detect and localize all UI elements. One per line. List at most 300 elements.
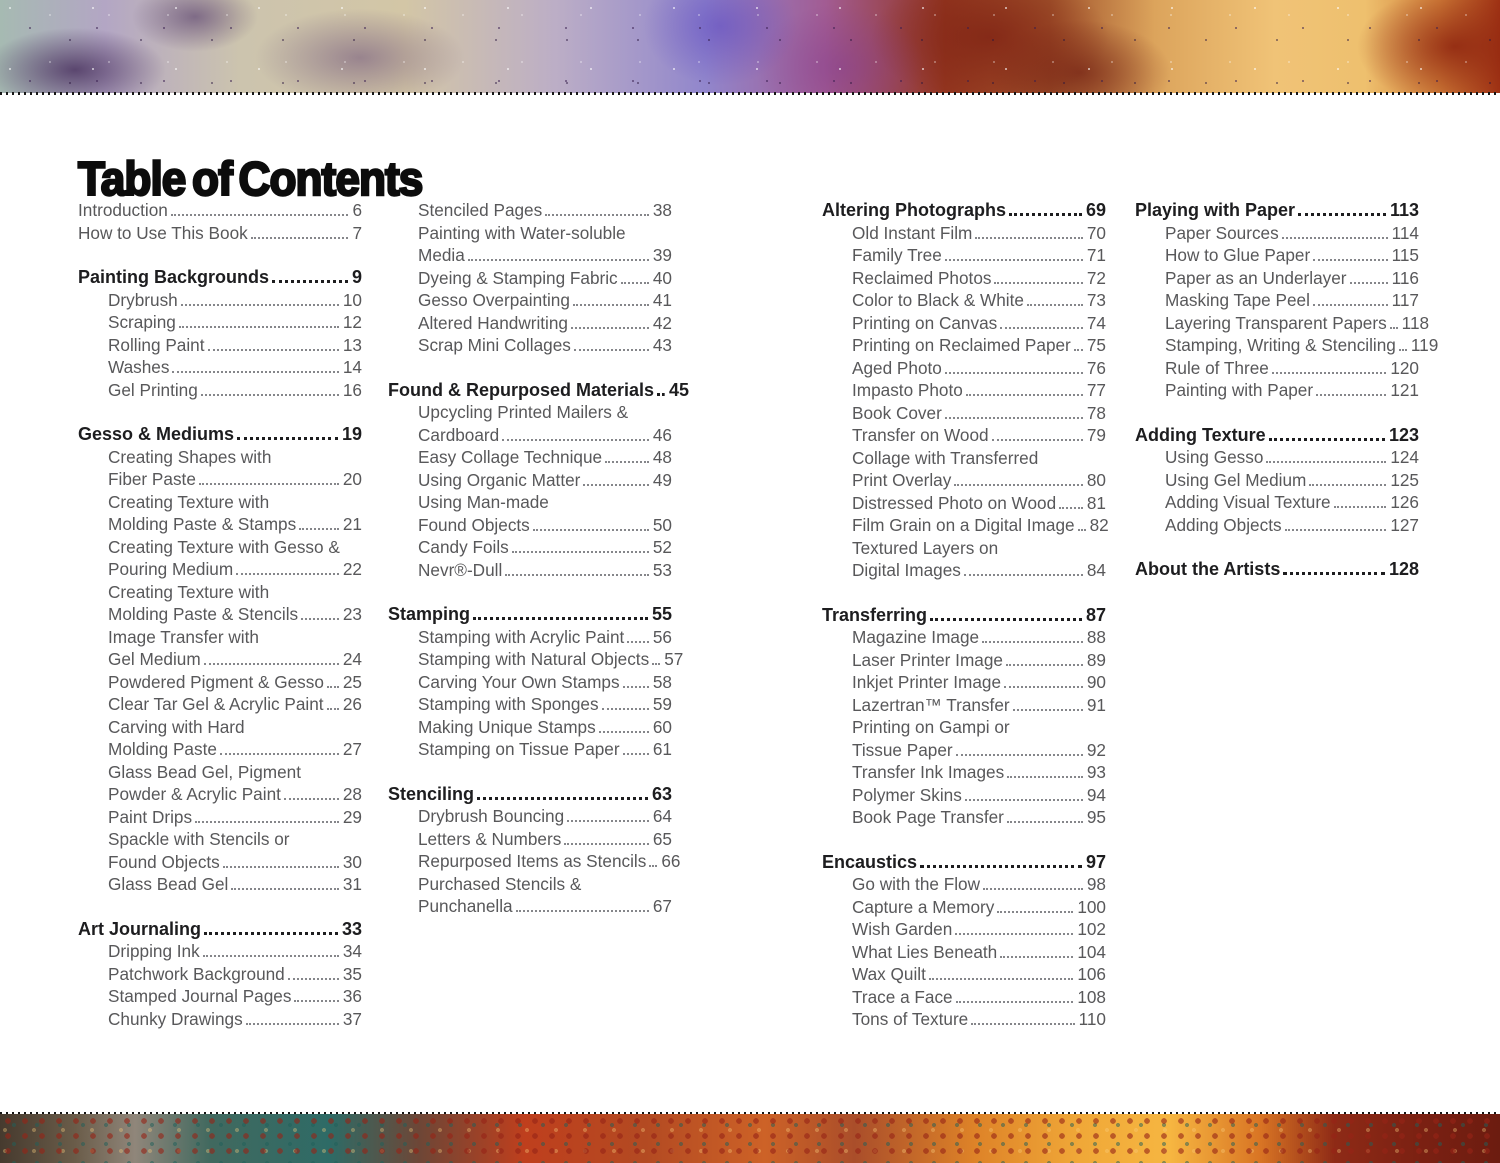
toc-entry bbox=[388, 738, 672, 761]
toc-entry-page: 90 bbox=[1086, 672, 1106, 692]
toc-entry bbox=[78, 940, 362, 963]
toc-entry-label: Stenciled Pages bbox=[418, 200, 543, 220]
toc-entry-page: 114 bbox=[1391, 222, 1419, 243]
toc-entry bbox=[1135, 469, 1419, 492]
toc-entry bbox=[822, 492, 1106, 515]
toc-entry-label: Stamping on Tissue Paper bbox=[418, 739, 620, 759]
toc-entry bbox=[822, 514, 1109, 537]
toc-entry bbox=[78, 446, 362, 469]
toc-section-header-label: Transferring bbox=[822, 604, 928, 625]
toc-section-header-page: 69 bbox=[1085, 200, 1106, 220]
dot-leader bbox=[599, 731, 649, 733]
toc-item-list bbox=[1135, 446, 1419, 536]
dot-leader bbox=[545, 214, 649, 216]
toc-entry bbox=[78, 356, 362, 379]
toc-item-list bbox=[78, 940, 362, 1030]
toc-entry-label: Gel Printing bbox=[108, 379, 198, 400]
toc-entry-page: 6 bbox=[352, 200, 362, 220]
toc-entry-page: 37 bbox=[342, 1008, 362, 1029]
toc-item-list bbox=[822, 222, 1109, 582]
toc-entry-page: 41 bbox=[652, 290, 672, 310]
toc-entry-label: Glass Bead Gel bbox=[108, 874, 229, 894]
dot-leader bbox=[179, 326, 339, 328]
toc-section bbox=[822, 851, 1106, 1031]
dot-leader bbox=[623, 753, 649, 755]
toc-entry bbox=[1135, 289, 1419, 312]
toc-entry bbox=[388, 648, 684, 671]
dot-leader bbox=[172, 371, 338, 373]
toc-entry bbox=[388, 312, 672, 335]
toc-section-header-page: 87 bbox=[1085, 604, 1106, 625]
toc-entry-label: Aged Photo bbox=[852, 357, 942, 378]
dot-leader bbox=[1313, 259, 1387, 261]
toc-section-header-page: 113 bbox=[1389, 200, 1419, 220]
toc-section bbox=[822, 199, 1109, 582]
dot-leader bbox=[621, 282, 649, 284]
dot-leader bbox=[251, 237, 349, 239]
toc-entry-page: 36 bbox=[342, 986, 362, 1006]
toc-section bbox=[78, 266, 362, 401]
toc-entry-page: 67 bbox=[652, 896, 672, 916]
toc-entry bbox=[388, 244, 672, 267]
dot-leader bbox=[945, 417, 1083, 419]
toc-entry-label: Spackle with Stencils or bbox=[108, 829, 290, 849]
toc-section-header bbox=[1135, 199, 1419, 222]
dot-leader bbox=[1399, 349, 1407, 351]
toc-entry-label: Printing on Canvas bbox=[852, 312, 998, 333]
toc-entry bbox=[78, 311, 362, 334]
dot-leader bbox=[1009, 213, 1082, 216]
toc-section bbox=[1135, 199, 1439, 402]
dot-leader bbox=[477, 797, 648, 800]
toc-item-list bbox=[388, 626, 684, 761]
toc-entry-page: 52 bbox=[652, 537, 672, 557]
dot-leader bbox=[971, 1023, 1074, 1025]
toc-entry-label: Carving with Hard bbox=[108, 716, 245, 737]
toc-entry-label: How to Use This Book bbox=[78, 222, 248, 243]
toc-entry-label: Rule of Three bbox=[1165, 357, 1269, 378]
toc-entry bbox=[388, 805, 672, 828]
toc-column bbox=[1135, 199, 1439, 581]
toc-entry bbox=[78, 581, 362, 604]
toc-entry-label: Printing on Reclaimed Paper bbox=[852, 335, 1071, 355]
toc-entry-page: 116 bbox=[1391, 267, 1419, 288]
toc-entry-label: Easy Collage Technique bbox=[418, 447, 603, 467]
dot-leader bbox=[1266, 461, 1386, 463]
toc-entry-label: Media bbox=[418, 245, 465, 265]
toc-entry bbox=[822, 986, 1106, 1009]
toc-entry-label: Collage with Transferred bbox=[852, 447, 1039, 468]
toc-entry bbox=[78, 1008, 362, 1031]
dot-leader bbox=[203, 955, 339, 957]
toc-entry-page: 34 bbox=[342, 941, 362, 961]
toc-entry-label: Using Organic Matter bbox=[418, 469, 581, 490]
toc-entry-label: Punchanella bbox=[418, 896, 513, 916]
dot-leader bbox=[964, 574, 1083, 576]
toc-entry-label: Family Tree bbox=[852, 245, 942, 265]
toc-entry-page: 53 bbox=[652, 559, 672, 580]
toc-entry-label: Clear Tar Gel & Acrylic Paint bbox=[108, 694, 324, 714]
toc-entry bbox=[822, 963, 1106, 986]
dot-leader bbox=[516, 910, 649, 912]
toc-entry-page: 98 bbox=[1086, 874, 1106, 894]
toc-entry bbox=[78, 828, 362, 851]
dot-leader bbox=[983, 888, 1083, 890]
toc-section bbox=[388, 379, 690, 582]
toc-entry bbox=[388, 334, 672, 357]
toc-entry bbox=[1135, 379, 1419, 402]
toc-entry bbox=[78, 468, 362, 491]
toc-entry bbox=[822, 244, 1106, 267]
toc-section-header-label: Found & Repurposed Materials bbox=[388, 379, 655, 400]
toc-entry bbox=[1135, 267, 1419, 290]
toc-section-header-page: 128 bbox=[1388, 559, 1419, 579]
decorative-art-header bbox=[0, 0, 1500, 93]
toc-section bbox=[822, 604, 1106, 829]
toc-entry-page: 91 bbox=[1086, 694, 1106, 715]
toc-entry bbox=[78, 199, 362, 222]
toc-entry bbox=[78, 806, 362, 829]
toc-entry-label: Powder & Acrylic Paint bbox=[108, 784, 281, 804]
toc-entry-page: 75 bbox=[1086, 335, 1106, 355]
toc-entry bbox=[822, 649, 1106, 672]
toc-entry-page: 42 bbox=[652, 312, 672, 333]
toc-item-list bbox=[78, 289, 362, 402]
toc-entry-page: 84 bbox=[1086, 560, 1106, 580]
dot-leader bbox=[220, 753, 339, 755]
toc-entry bbox=[1135, 446, 1419, 469]
dot-leader bbox=[505, 574, 649, 576]
toc-entry-label: Film Grain on a Digital Image bbox=[852, 515, 1075, 535]
toc-entry-page: 46 bbox=[652, 424, 672, 445]
toc-entry-page: 126 bbox=[1390, 492, 1419, 512]
page-title: Table of Contents bbox=[78, 152, 423, 206]
toc-entry-page: 124 bbox=[1390, 447, 1419, 467]
toc-entry-page: 57 bbox=[664, 649, 684, 669]
toc-entry-page: 27 bbox=[342, 739, 362, 759]
toc-item-list bbox=[78, 446, 362, 896]
toc-entry bbox=[388, 716, 672, 739]
toc-entry bbox=[388, 828, 672, 851]
toc-entry-label: Washes bbox=[108, 357, 170, 377]
toc-section-header bbox=[388, 379, 690, 402]
toc-entry-page: 104 bbox=[1077, 941, 1106, 962]
dot-leader bbox=[652, 663, 660, 665]
toc-entry-label: Magazine Image bbox=[852, 627, 980, 647]
toc-entry bbox=[388, 693, 672, 716]
toc-entry-label: Adding Visual Texture bbox=[1165, 492, 1331, 512]
dot-leader bbox=[237, 437, 338, 440]
toc-entry bbox=[822, 671, 1106, 694]
toc-entry-label: Stamped Journal Pages bbox=[108, 986, 292, 1006]
dot-leader bbox=[992, 439, 1083, 441]
toc-entry-page: 121 bbox=[1390, 380, 1419, 400]
toc-entry-page: 76 bbox=[1086, 357, 1106, 378]
toc-section-header-page: 63 bbox=[651, 783, 672, 804]
toc-entry-label: Adding Objects bbox=[1165, 514, 1282, 535]
dot-leader bbox=[567, 820, 649, 822]
dot-leader bbox=[571, 327, 649, 329]
toc-entry bbox=[822, 379, 1106, 402]
toc-entry bbox=[78, 671, 362, 694]
dot-leader bbox=[223, 866, 339, 868]
toc-entry bbox=[78, 626, 362, 649]
toc-entry-label: Capture a Memory bbox=[852, 896, 995, 917]
toc-entry-label: Painting with Paper bbox=[1165, 380, 1314, 400]
toc-section-header-label: Stenciling bbox=[388, 783, 475, 804]
toc-section-header-label: Stamping bbox=[388, 604, 471, 624]
toc-entry bbox=[1135, 312, 1430, 335]
dot-leader bbox=[657, 393, 665, 396]
dot-leader bbox=[564, 843, 649, 845]
dot-leader bbox=[1316, 394, 1386, 396]
toc-section-header-page: 45 bbox=[669, 379, 690, 400]
toc-entry-label: Color to Black & White bbox=[852, 290, 1024, 310]
toc-entry-page: 10 bbox=[342, 289, 362, 310]
toc-entry-page: 61 bbox=[652, 739, 672, 759]
toc-section-header-label: Art Journaling bbox=[78, 918, 202, 939]
toc-entry-label: Rolling Paint bbox=[108, 334, 205, 355]
toc-section-header-page: 19 bbox=[341, 424, 362, 444]
toc-entry bbox=[822, 447, 1106, 470]
toc-entry-label: Creating Shapes with bbox=[108, 446, 272, 467]
toc-entry-page: 14 bbox=[342, 357, 362, 377]
dot-leader bbox=[945, 372, 1083, 374]
toc-entry bbox=[1135, 244, 1419, 267]
dot-leader bbox=[994, 282, 1082, 284]
dot-leader bbox=[1309, 484, 1386, 486]
toc-entry-label: Laser Printer Image bbox=[852, 649, 1003, 670]
dot-leader bbox=[299, 528, 339, 530]
toc-entry-label: Making Unique Stamps bbox=[418, 716, 596, 737]
dot-leader bbox=[955, 933, 1073, 935]
dot-leader bbox=[1350, 282, 1388, 284]
dot-leader bbox=[327, 686, 339, 688]
toc-entry-label: Repurposed Items as Stencils bbox=[418, 851, 647, 871]
toc-entry-page: 25 bbox=[342, 671, 362, 692]
dot-leader bbox=[966, 394, 1083, 396]
toc-entry-label: Powdered Pigment & Gesso bbox=[108, 671, 324, 692]
toc-entry-label: Polymer Skins bbox=[852, 784, 962, 805]
toc-entry-page: 100 bbox=[1077, 896, 1106, 917]
toc-section bbox=[78, 918, 362, 1031]
toc-entry-page: 30 bbox=[342, 851, 362, 872]
toc-item-list bbox=[822, 626, 1106, 829]
toc-section-header bbox=[388, 603, 672, 626]
toc-item-list bbox=[388, 805, 681, 918]
toc-entry bbox=[78, 693, 362, 716]
toc-section-header bbox=[78, 423, 362, 446]
toc-column bbox=[78, 199, 362, 1030]
toc-entry-page: 71 bbox=[1086, 245, 1106, 265]
toc-entry bbox=[822, 873, 1106, 896]
toc-entry-label: Stamping with Acrylic Paint bbox=[418, 626, 625, 647]
toc-entry bbox=[822, 896, 1106, 919]
toc-entry bbox=[388, 559, 672, 582]
dot-leader bbox=[468, 259, 649, 261]
toc-entry-label: Drybrush Bouncing bbox=[418, 806, 565, 826]
toc-entry bbox=[78, 963, 362, 986]
toc-entry-page: 106 bbox=[1077, 964, 1106, 984]
decorative-art-footer bbox=[0, 1114, 1500, 1163]
toc-entry bbox=[78, 648, 362, 671]
toc-section bbox=[78, 423, 362, 896]
toc-entry-page: 26 bbox=[342, 694, 362, 714]
toc-entry-label: Painting with Water-soluble bbox=[418, 222, 626, 243]
dot-leader bbox=[1000, 956, 1073, 958]
dot-leader bbox=[583, 484, 648, 486]
toc-entry bbox=[822, 267, 1106, 290]
toc-entry-page: 78 bbox=[1086, 402, 1106, 423]
dot-leader bbox=[199, 483, 339, 485]
toc-entry-page: 21 bbox=[342, 514, 362, 534]
toc-entry bbox=[822, 626, 1106, 649]
toc-entry-label: Fiber Paste bbox=[108, 469, 196, 489]
toc-entry-page: 43 bbox=[652, 335, 672, 355]
toc-entry bbox=[388, 895, 672, 918]
toc-entry bbox=[822, 941, 1106, 964]
toc-entry-page: 95 bbox=[1086, 807, 1106, 827]
toc-entry bbox=[388, 401, 672, 424]
toc-entry bbox=[1135, 222, 1419, 245]
dot-leader bbox=[272, 280, 348, 283]
toc-entry-label: Cardboard bbox=[418, 424, 500, 445]
toc-entry-label: Impasto Photo bbox=[852, 380, 963, 400]
toc-section-header-label: Altering Photographs bbox=[822, 200, 1006, 220]
toc-section bbox=[78, 199, 362, 244]
toc-entry-page: 20 bbox=[342, 469, 362, 489]
dot-leader bbox=[1285, 529, 1387, 531]
toc-entry-page: 50 bbox=[652, 514, 672, 535]
toc-entry bbox=[388, 199, 672, 222]
toc-entry bbox=[78, 491, 362, 514]
toc-item-list bbox=[388, 401, 672, 581]
toc-entry bbox=[822, 424, 1106, 447]
toc-entry bbox=[822, 694, 1106, 717]
toc-entry-label: Paper as an Underlayer bbox=[1165, 267, 1347, 288]
toc-entry-page: 93 bbox=[1086, 762, 1106, 782]
dot-leader bbox=[997, 911, 1073, 913]
toc-entry bbox=[388, 222, 672, 245]
toc-entry-label: Paint Drips bbox=[108, 806, 193, 827]
toc-item-list bbox=[78, 199, 362, 244]
toc-entry-page: 28 bbox=[342, 784, 362, 804]
toc-entry-page: 125 bbox=[1390, 469, 1419, 490]
toc-section-header-page: 55 bbox=[651, 604, 672, 624]
toc-entry-label: Gesso Overpainting bbox=[418, 290, 570, 310]
toc-entry bbox=[822, 334, 1106, 357]
toc-entry bbox=[1135, 334, 1439, 357]
toc-entry bbox=[822, 1008, 1106, 1031]
toc-entry bbox=[388, 491, 672, 514]
dot-leader bbox=[1390, 327, 1398, 329]
toc-entry-page: 94 bbox=[1086, 784, 1106, 805]
toc-entry bbox=[388, 671, 672, 694]
toc-entry bbox=[822, 289, 1106, 312]
dot-leader bbox=[502, 439, 649, 441]
toc-entry-page: 82 bbox=[1089, 515, 1109, 535]
toc-section-header-label: Adding Texture bbox=[1135, 424, 1266, 445]
dot-leader bbox=[1004, 686, 1083, 688]
toc-entry bbox=[822, 739, 1106, 762]
toc-entry bbox=[822, 402, 1106, 425]
toc-entry bbox=[388, 424, 672, 447]
toc-entry-label: Tissue Paper bbox=[852, 739, 953, 760]
toc-entry-label: How to Glue Paper bbox=[1165, 245, 1311, 265]
toc-section-header bbox=[388, 783, 672, 806]
toc-entry-page: 58 bbox=[652, 671, 672, 692]
dot-leader bbox=[602, 708, 649, 710]
dot-leader bbox=[574, 349, 649, 351]
toc-entry bbox=[388, 289, 672, 312]
toc-entry-page: 24 bbox=[342, 649, 362, 669]
dot-leader bbox=[965, 799, 1083, 801]
toc-entry bbox=[388, 850, 681, 873]
toc-section-header-page: 9 bbox=[351, 267, 362, 287]
toc-entry bbox=[78, 379, 362, 402]
dot-leader bbox=[982, 641, 1083, 643]
toc-item-list bbox=[1135, 222, 1439, 402]
toc-entry-label: Dyeing & Stamping Fabric bbox=[418, 267, 618, 288]
dot-leader bbox=[473, 617, 648, 620]
dot-leader bbox=[1283, 572, 1385, 575]
toc-entry-page: 22 bbox=[342, 559, 362, 579]
dot-leader bbox=[327, 708, 339, 710]
toc-section-header bbox=[822, 851, 1106, 874]
toc-entry bbox=[388, 536, 672, 559]
toc-entry-label: Book Page Transfer bbox=[852, 807, 1004, 827]
dot-leader bbox=[930, 618, 1082, 621]
toc-entry-page: 127 bbox=[1390, 514, 1419, 535]
toc-entry-page: 74 bbox=[1086, 312, 1106, 333]
toc-entry bbox=[78, 716, 362, 739]
toc-entry-label: Digital Images bbox=[852, 560, 961, 580]
toc-entry-page: 77 bbox=[1086, 380, 1106, 400]
toc-entry bbox=[822, 312, 1106, 335]
toc-entry-label: Molding Paste & Stamps bbox=[108, 514, 297, 534]
toc-entry bbox=[78, 761, 362, 784]
toc-entry-label: Molding Paste & Stencils bbox=[108, 604, 299, 624]
dot-leader bbox=[181, 304, 339, 306]
toc-entry bbox=[78, 873, 362, 896]
toc-section-header bbox=[78, 266, 362, 289]
toc-entry-page: 13 bbox=[342, 334, 362, 355]
toc-entry-label: Glass Bead Gel, Pigment bbox=[108, 761, 301, 782]
toc-entry-page: 88 bbox=[1086, 627, 1106, 647]
toc-entry-label: Lazertran™ Transfer bbox=[852, 694, 1010, 715]
toc-entry bbox=[1135, 491, 1419, 514]
toc-entry-page: 59 bbox=[652, 694, 672, 714]
toc-entry-label: Introduction bbox=[78, 200, 168, 220]
toc-entry bbox=[822, 784, 1106, 807]
toc-entry-label: Tons of Texture bbox=[852, 1009, 969, 1029]
toc-entry-page: 60 bbox=[652, 716, 672, 737]
toc-entry bbox=[822, 918, 1106, 941]
dot-leader bbox=[1059, 507, 1083, 509]
toc-section bbox=[388, 603, 684, 761]
toc-entry-page: 72 bbox=[1086, 267, 1106, 288]
toc-entry-label: Candy Foils bbox=[418, 537, 509, 557]
toc-section-header bbox=[822, 604, 1106, 627]
toc-section bbox=[1135, 424, 1419, 537]
dot-leader bbox=[1272, 372, 1386, 374]
toc-entry-page: 39 bbox=[652, 245, 672, 265]
toc-column bbox=[822, 199, 1109, 1031]
toc-entry-page: 81 bbox=[1086, 492, 1106, 513]
dot-leader bbox=[920, 865, 1082, 868]
perforation-line-top bbox=[0, 92, 1500, 95]
toc-entry-label: Carving Your Own Stamps bbox=[418, 671, 620, 692]
